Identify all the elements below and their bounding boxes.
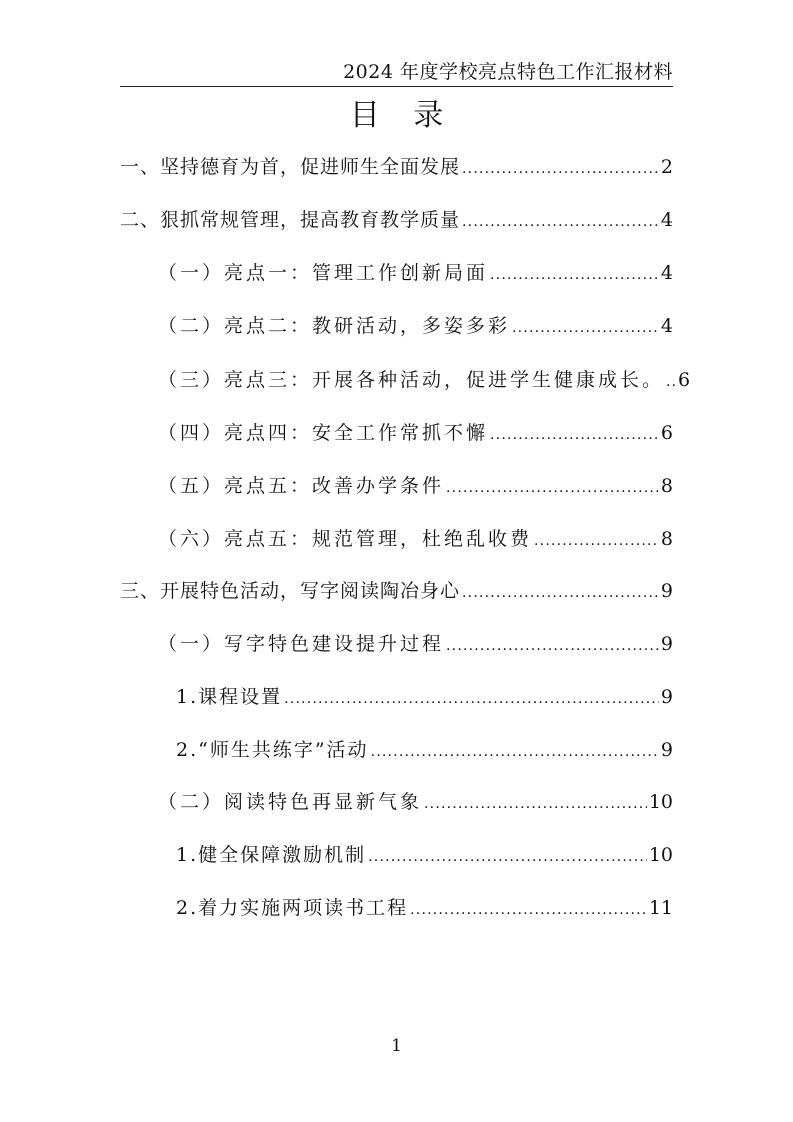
toc-entry[interactable]	[120, 258, 673, 288]
toc-entry[interactable]	[120, 471, 673, 501]
toc-entry-text: 1.健全保障激励机制	[176, 844, 367, 866]
toc-entry-text: （五）亮点五：改善办学条件	[158, 475, 445, 497]
toc-entry-text: （四）亮点四：安全工作常抓不懈	[158, 422, 489, 444]
toc-entry-page: 4	[660, 315, 673, 337]
toc-entry-page: 9	[660, 633, 673, 655]
toc-entry[interactable]	[120, 365, 691, 395]
toc-entry-text: （一）亮点一：管理工作创新局面	[158, 262, 489, 284]
toc-entry[interactable]	[120, 152, 673, 182]
toc-leader-dots	[512, 313, 659, 343]
toc-entry[interactable]	[120, 893, 673, 923]
toc-entry-page: 4	[660, 209, 673, 231]
toc-leader-dots	[490, 420, 659, 450]
toc-entry-page: 10	[648, 791, 673, 813]
toc-leader-dots	[446, 473, 659, 503]
toc-entry-text: 三、开展特色活动，写字阅读陶冶身心	[120, 580, 461, 602]
toc-entry-text: 二、狠抓常规管理，提高教育教学质量	[120, 209, 461, 231]
toc-leader-dots	[490, 260, 659, 290]
toc-entry[interactable]	[120, 311, 673, 341]
toc-leader-dots	[368, 842, 647, 872]
toc-entry-text: （二）亮点二：教研活动，多姿多彩	[158, 315, 511, 337]
toc-entry-page: 2	[660, 156, 673, 178]
toc-entry-page: 10	[648, 844, 673, 866]
page-number: 1	[391, 1036, 402, 1056]
toc-entry[interactable]	[120, 629, 673, 659]
toc-entry-text: 2.“师生共练字”活动	[176, 739, 369, 761]
toc-entry-text: （二）阅读特色再显新气象	[158, 791, 423, 813]
toc-entry-text: （一）写字特色建设提升过程	[158, 633, 445, 655]
toc-entry-page: 11	[648, 897, 673, 919]
toc-leader-dots	[462, 154, 659, 184]
toc-leader-dots	[284, 684, 659, 714]
toc-title: 目 录	[349, 98, 456, 133]
toc-entry-page: 8	[660, 528, 673, 550]
toc-entry-text: 1.课程设置	[176, 686, 283, 708]
toc-entry-page: 9	[660, 580, 673, 602]
toc-leader-dots	[462, 578, 659, 608]
document-header	[120, 58, 673, 87]
toc-entry[interactable]	[120, 840, 673, 870]
toc-entry-page: 6	[660, 422, 673, 444]
toc-leader-dots	[666, 367, 676, 397]
toc-entry-page: 6	[678, 369, 691, 391]
toc-leader-dots	[446, 631, 659, 661]
toc-leader-dots	[410, 895, 647, 925]
toc-entry-page: 9	[660, 686, 673, 708]
toc-entry-page: 9	[660, 739, 673, 761]
toc-entry[interactable]	[120, 682, 673, 712]
toc-leader-dots	[371, 737, 659, 767]
toc-entry[interactable]	[120, 735, 673, 765]
toc-entry-text: 2.着力实施两项读书工程	[176, 897, 409, 919]
header-title: 2024 年度学校亮点特色工作汇报材料	[343, 61, 673, 83]
toc-entry[interactable]	[120, 576, 673, 606]
toc-leader-dots	[534, 526, 659, 556]
toc-entry-page: 4	[660, 262, 673, 284]
toc-leader-dots	[462, 207, 659, 237]
toc-entry[interactable]	[120, 524, 673, 554]
toc-entry-text: （三）亮点三：开展各种活动，促进学生健康成长。	[158, 369, 665, 391]
toc-entry-text: （六）亮点五：规范管理，杜绝乱收费	[158, 528, 533, 550]
toc-entry[interactable]	[120, 787, 673, 817]
toc-entry[interactable]	[120, 418, 673, 448]
toc-entry[interactable]	[120, 205, 673, 235]
toc-entry-text: 一、坚持德育为首，促进师生全面发展	[120, 156, 461, 178]
toc-entry-page: 8	[660, 475, 673, 497]
toc-leader-dots	[424, 789, 647, 819]
